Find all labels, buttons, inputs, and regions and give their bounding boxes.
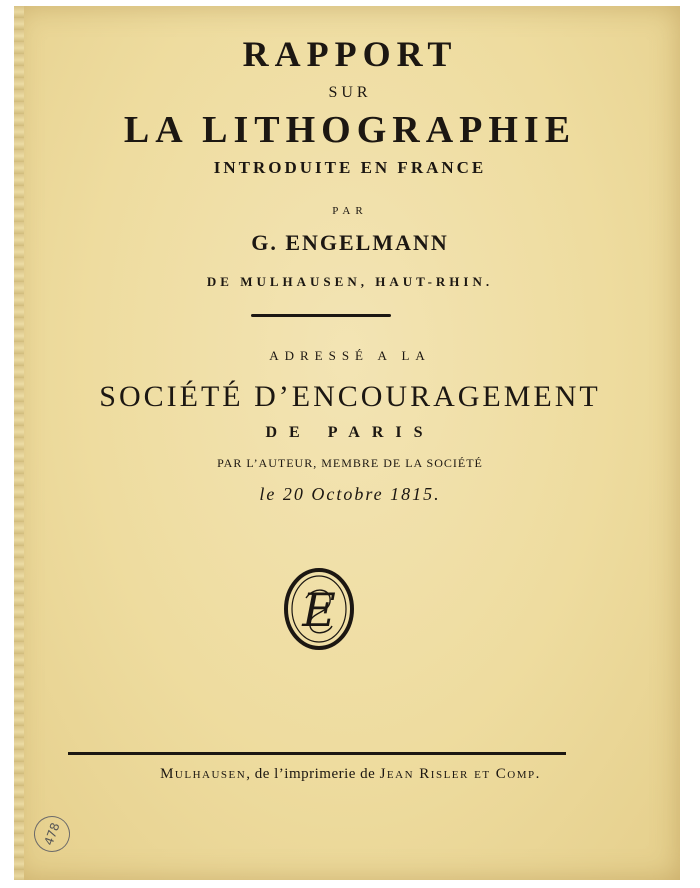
imprint-printer: Jean Risler et Comp [379,766,536,782]
catalog-number-stamp: 478 [29,811,75,857]
author-origin: DE MULHAUSEN, HAUT-RHIN. [206,274,494,289]
divider-short [251,314,391,317]
imprint-end: . [535,766,540,782]
society-name: SOCIÉTÉ D’ENCOURAGEMENT [99,380,601,413]
address-line: ADRESSÉ A LA [269,348,431,363]
monogram-letter: E [302,583,336,637]
author-name: G. ENGELMANN [251,230,449,255]
divider-long [68,752,566,755]
date-line: le 20 Octobre 1815. [259,484,441,504]
title: RAPPORT [242,34,458,74]
title-sur: SUR [328,84,372,101]
imprint-text: , de l’imprimerie de [246,766,380,782]
par-label: PAR [332,205,368,217]
imprint-city: Mulhausen [160,766,247,782]
subject-heading: LA LITHOGRAPHIE [123,109,577,151]
by-author-line: PAR L’AUTEUR, MEMBRE DE LA SOCIÉTÉ [217,456,483,470]
monogram-seal-icon [284,568,354,650]
subtitle: INTRODUITE EN FRANCE [213,158,487,177]
society-city: DE PARIS [265,424,435,441]
imprint-line [0,766,700,783]
